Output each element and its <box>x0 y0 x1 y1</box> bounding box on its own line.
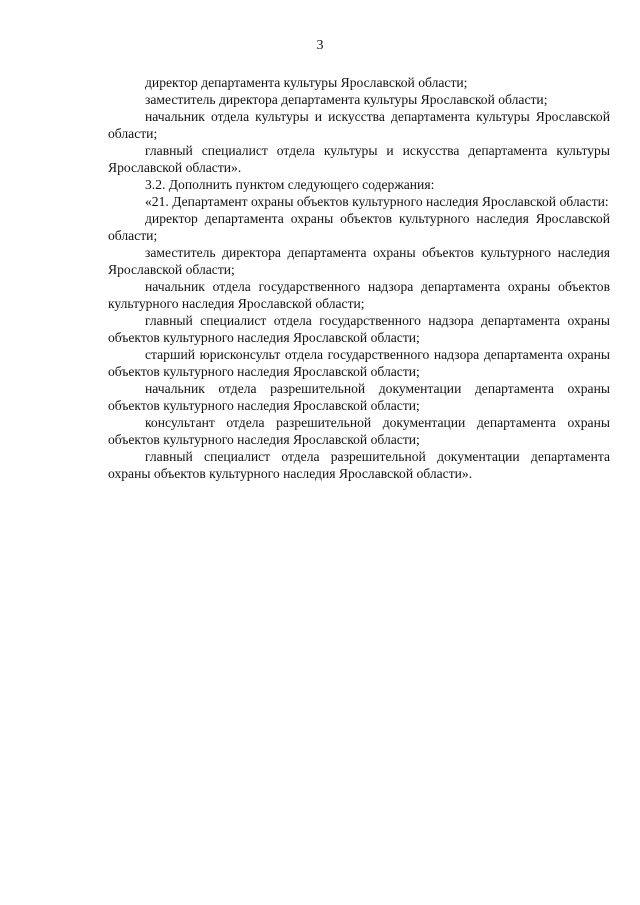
paragraph-consultant-permit-docs: консультант отдела разрешительной документации департамента охраны объектов культурного наследия Ярославской области; <box>108 415 610 447</box>
document-body <box>108 74 610 482</box>
paragraph-chief-specialist-permit-docs: главный специалист отдела разрешительной документации департамента охраны объектов культурного наследия Ярославской области». <box>108 449 610 481</box>
page-number: 3 <box>316 38 324 53</box>
paragraph-head-state-supervision: начальник отдела государственного надзора департамента охраны объектов культурного наследия Ярославской области; <box>108 279 610 311</box>
paragraph-chief-specialist-culture-arts: главный специалист отдела культуры и искусства департамента культуры Ярославской области». <box>108 143 610 175</box>
paragraph-director-culture: директор департамента культуры Ярославской области; <box>145 75 468 90</box>
paragraph-director-heritage: директор департамента охраны объектов культурного наследия Ярославской области; <box>108 211 610 243</box>
paragraph-deputy-director-culture: заместитель директора департамента культуры Ярославской области; <box>145 92 548 107</box>
paragraph-chief-specialist-supervision: главный специалист отдела государственного надзора департамента охраны объектов культурного наследия Ярославской области; <box>108 313 610 345</box>
paragraph-section-3-2: 3.2. Дополнить пунктом следующего содержания: <box>145 177 435 192</box>
paragraph-head-culture-arts-dept: начальник отдела культуры и искусства департамента культуры Ярославской области; <box>108 109 610 141</box>
paragraph-item-21-heading: «21. Департамент охраны объектов культурного наследия Ярославской области: <box>145 194 609 209</box>
paragraph-deputy-director-heritage: заместитель директора департамента охраны объектов культурного наследия Ярославской области; <box>108 245 610 277</box>
paragraph-head-permit-docs: начальник отдела разрешительной документации департамента охраны объектов культурного наследия Ярославской области; <box>108 381 610 413</box>
paragraph-senior-legal-counsel: старший юрисконсульт отдела государственного надзора департамента охраны объектов культурного наследия Ярославской области; <box>108 347 610 379</box>
